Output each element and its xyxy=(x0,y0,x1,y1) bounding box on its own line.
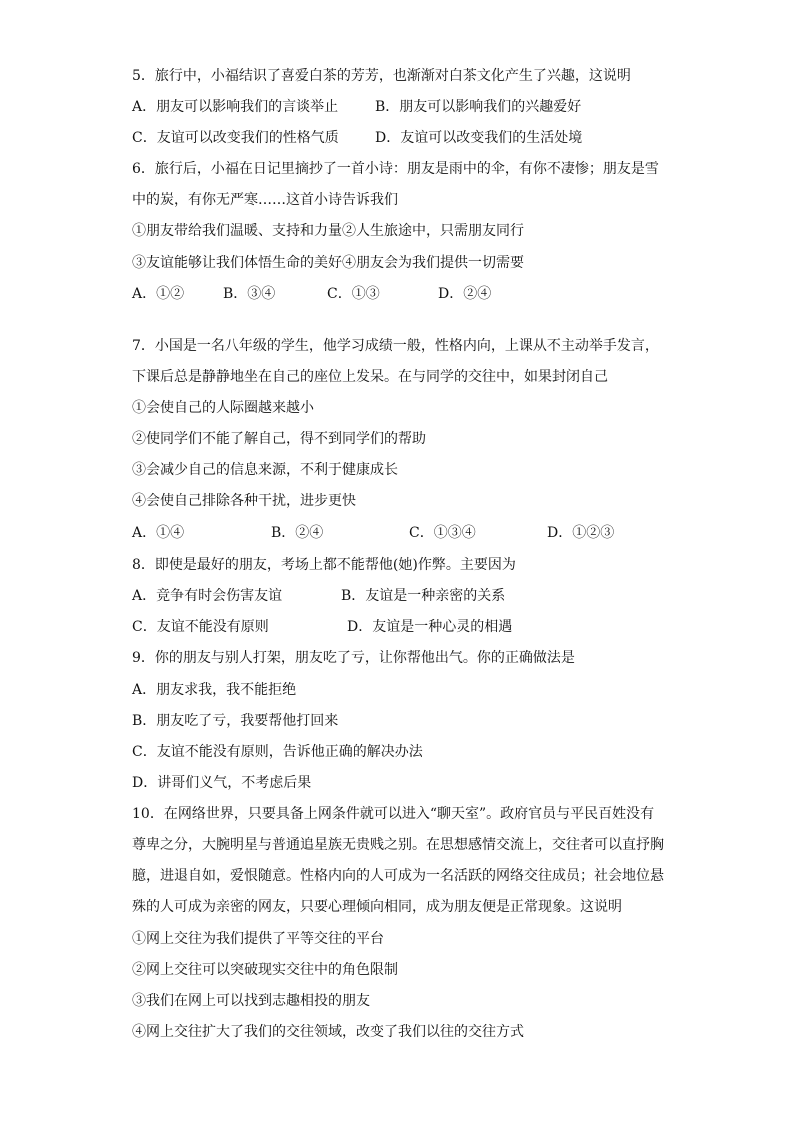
q7-option-d: D．①②③ xyxy=(547,525,615,541)
q9-option-b: B．朋友吃了亏，我要帮他打回来 xyxy=(132,713,339,729)
q7-statement-4: ④会使自己排除各种干扰，进步更快 xyxy=(132,493,356,509)
q10-stem-line-1: 10．在网络世界，只要具备上网条件就可以进入“聊天室”。政府官员与平民百姓没有 xyxy=(132,806,655,822)
q7-statement-3: ③会减少自己的信息来源，不利于健康成长 xyxy=(132,462,398,478)
q7-statement-1: ①会使自己的人际圈越来越小 xyxy=(132,400,314,416)
q10-statement-2: ②网上交往可以突破现实交往中的角色限制 xyxy=(132,962,398,978)
q9-stem-line-1: 9．你的朋友与别人打架，朋友吃了亏，让你帮他出气。你的正确做法是 xyxy=(132,650,575,666)
q6-stem-line-1: 6．旅行后，小福在日记里摘抄了一首小诗：朋友是雨中的伞，有你不凄惨；朋友是雪 xyxy=(132,161,659,177)
q9-option-c: C．友谊不能没有原则，告诉他正确的解决办法 xyxy=(132,744,423,760)
q5-stem-line-1: 5．旅行中，小福结识了喜爱白茶的芳芳，也渐渐对白茶文化产生了兴趣，这说明 xyxy=(132,68,631,84)
q7-option-c: C．①③④ xyxy=(409,525,476,541)
q8-option-c: C．友谊不能没有原则 xyxy=(132,619,269,635)
q9-option-d: D．讲哥们义气，不考虑后果 xyxy=(132,775,312,791)
q6-option-b: B．③④ xyxy=(223,286,276,302)
q6-statement-2: ③友谊能够让我们体悟生命的美好④朋友会为我们提供一切需要 xyxy=(132,255,524,271)
q10-statement-4: ④网上交往扩大了我们的交往领域，改变了我们以往的交往方式 xyxy=(132,1024,524,1040)
q7-option-a: A．①④ xyxy=(132,525,185,541)
q10-statement-3: ③我们在网上可以找到志趣相投的朋友 xyxy=(132,993,370,1009)
q6-stem-line-2: 中的炭，有你无严寒……这首小诗告诉我们 xyxy=(132,192,398,208)
q10-stem-line-2: 尊卑之分，大腕明星与普通追星族无贵贱之别。在思想感情交流上，交往者可以直抒胸 xyxy=(132,837,664,853)
q7-statement-2: ②使同学们不能了解自己，得不到同学们的帮助 xyxy=(132,431,426,447)
q10-stem-line-4: 殊的人可成为亲密的网友，只要心理倾向相同，成为朋友便是正常现象。这说明 xyxy=(132,899,622,915)
q7-stem-line-2: 下课后总是静静地坐在自己的座位上发呆。在与同学的交往中，如果封闭自己 xyxy=(132,369,608,385)
q5-option-b: B．朋友可以影响我们的兴趣爱好 xyxy=(375,99,582,115)
q9-option-a: A．朋友求我，我不能拒绝 xyxy=(132,682,297,698)
q6-option-c: C．①③ xyxy=(327,286,380,302)
q8-option-b: B．友谊是一种亲密的关系 xyxy=(341,588,506,604)
q6-option-a: A．①② xyxy=(132,286,185,302)
q7-option-b: B．②④ xyxy=(271,525,324,541)
q5-option-a: A．朋友可以影响我们的言谈举止 xyxy=(132,99,339,115)
q10-stem-line-3: 臆，进退自如，爱恨随意。性格内向的人可成为一名活跃的网络交往成员；社会地位悬 xyxy=(132,868,664,884)
q6-statement-1: ①朋友带给我们温暖、支持和力量②人生旅途中，只需朋友同行 xyxy=(132,223,524,239)
q8-option-d: D．友谊是一种心灵的相遇 xyxy=(347,619,513,635)
q5-option-c: C．友谊可以改变我们的性格气质 xyxy=(132,130,339,146)
q10-statement-1: ①网上交往为我们提供了平等交往的平台 xyxy=(132,931,384,947)
q5-option-d: D．友谊可以改变我们的生活处境 xyxy=(375,130,583,146)
q6-option-d: D．②④ xyxy=(438,286,492,302)
q8-option-a: A．竞争有时会伤害友谊 xyxy=(132,588,283,604)
q8-stem-line-1: 8．即使是最好的朋友，考场上都不能帮他(她)作弊。主要因为 xyxy=(132,557,516,573)
q7-stem-line-1: 7．小国是一名八年级的学生，他学习成绩一般，性格内向，上课从不主动举手发言， xyxy=(132,338,659,354)
